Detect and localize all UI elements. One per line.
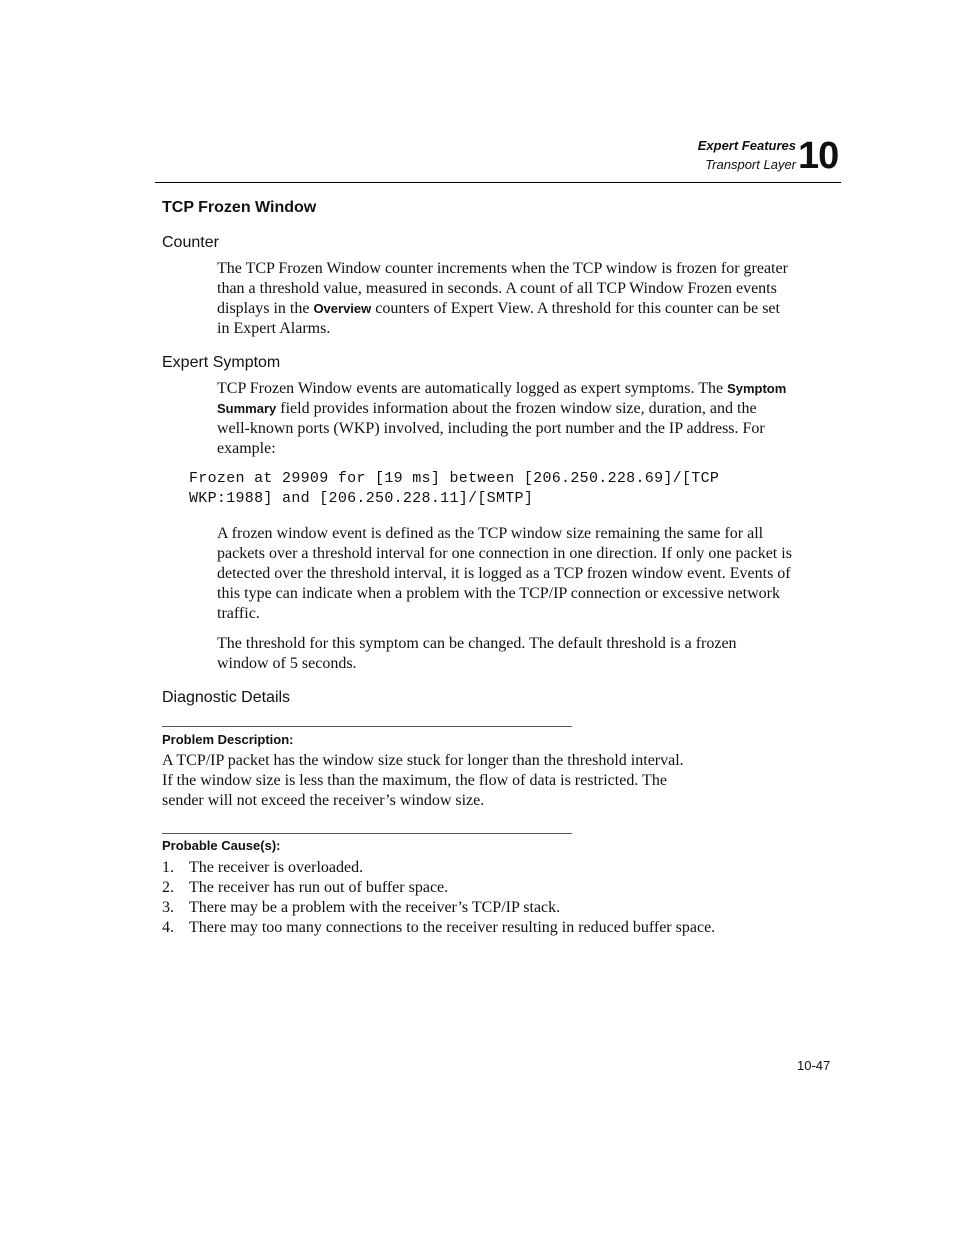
symptom-intro-before: TCP Frozen Window events are automatically logged as expert symptoms. The	[217, 380, 728, 397]
diagnostic-details-heading: Diagnostic Details	[162, 689, 291, 706]
list-item-number: 4.	[162, 919, 174, 936]
code-line: Frozen at 29909 for [19 ms] between [206.250.228.69]/[TCP	[189, 470, 720, 487]
description-line: A TCP/IP packet has the window size stuck for longer than the threshold interval.	[162, 752, 684, 769]
running-header-title: Expert Features	[697, 138, 796, 153]
expert-symptom-intro	[217, 379, 792, 459]
chapter-number: 10	[798, 135, 839, 177]
list-item	[162, 898, 715, 918]
probable-causes-list	[162, 858, 715, 938]
paragraph-text: A frozen window event is defined as the TCP window size remaining the same for all packets over a threshold interval for one connection in one direction. If only one packet is detected over the threshold interval, it is logged as a TCP frozen window event. Events of this type can indicate when a problem with the TCP/IP connection or excessive network traffic.	[217, 525, 792, 622]
header-rule	[155, 182, 841, 183]
description-line: If the window size is less than the maximum, the flow of data is restricted. The	[162, 772, 667, 789]
problem-description-text	[162, 751, 762, 811]
page-number: 10-47	[797, 1058, 831, 1073]
counter-heading: Counter	[162, 234, 219, 251]
list-item	[162, 858, 715, 878]
list-item-text: The receiver is overloaded.	[189, 859, 364, 876]
counter-text-after: counters of Expert View. A threshold for this counter can be set in Expert Alarms.	[217, 300, 780, 337]
description-line: sender will not exceed the receiver’s window size.	[162, 792, 485, 809]
ui-term-overview: Overview	[313, 301, 372, 316]
probable-causes-label: Probable Cause(s):	[162, 838, 281, 853]
page-title: TCP Frozen Window	[162, 199, 317, 216]
list-item-text: The receiver has run out of buffer space.	[189, 879, 449, 896]
running-header-subtitle: Transport Layer	[705, 157, 796, 172]
counter-paragraph	[217, 259, 792, 339]
ui-term-symptom-summary: Symptom Summary	[217, 381, 787, 416]
symptom-definition-paragraph	[217, 524, 792, 624]
example-code-block	[189, 469, 809, 509]
separator-line	[162, 726, 572, 727]
symptom-intro-after: field provides information about the frozen window size, duration, and the well-known ports (WKP) involved, including the port number and the IP address. For example:	[217, 400, 765, 457]
counter-text-before: The TCP Frozen Window counter increments when the TCP window is frozen for greater than a threshold value, measured in seconds. A count of all TCP Window Frozen events displays in the	[217, 260, 788, 317]
paragraph-text: The threshold for this symptom can be changed. The default threshold is a frozen window of 5 seconds.	[217, 635, 737, 672]
list-item	[162, 918, 715, 938]
threshold-paragraph	[217, 634, 792, 674]
separator-line	[162, 833, 572, 834]
list-item-number: 1.	[162, 859, 174, 876]
list-item-text: There may be a problem with the receiver’s TCP/IP stack.	[189, 899, 561, 916]
problem-description-label: Problem Description:	[162, 732, 294, 747]
expert-symptom-heading: Expert Symptom	[162, 354, 281, 371]
list-item-text: There may too many connections to the receiver resulting in reduced buffer space.	[189, 919, 716, 936]
list-item-number: 3.	[162, 899, 174, 916]
list-item	[162, 878, 715, 898]
list-item-number: 2.	[162, 879, 174, 896]
code-line: WKP:1988] and [206.250.228.11]/[SMTP]	[189, 490, 534, 507]
